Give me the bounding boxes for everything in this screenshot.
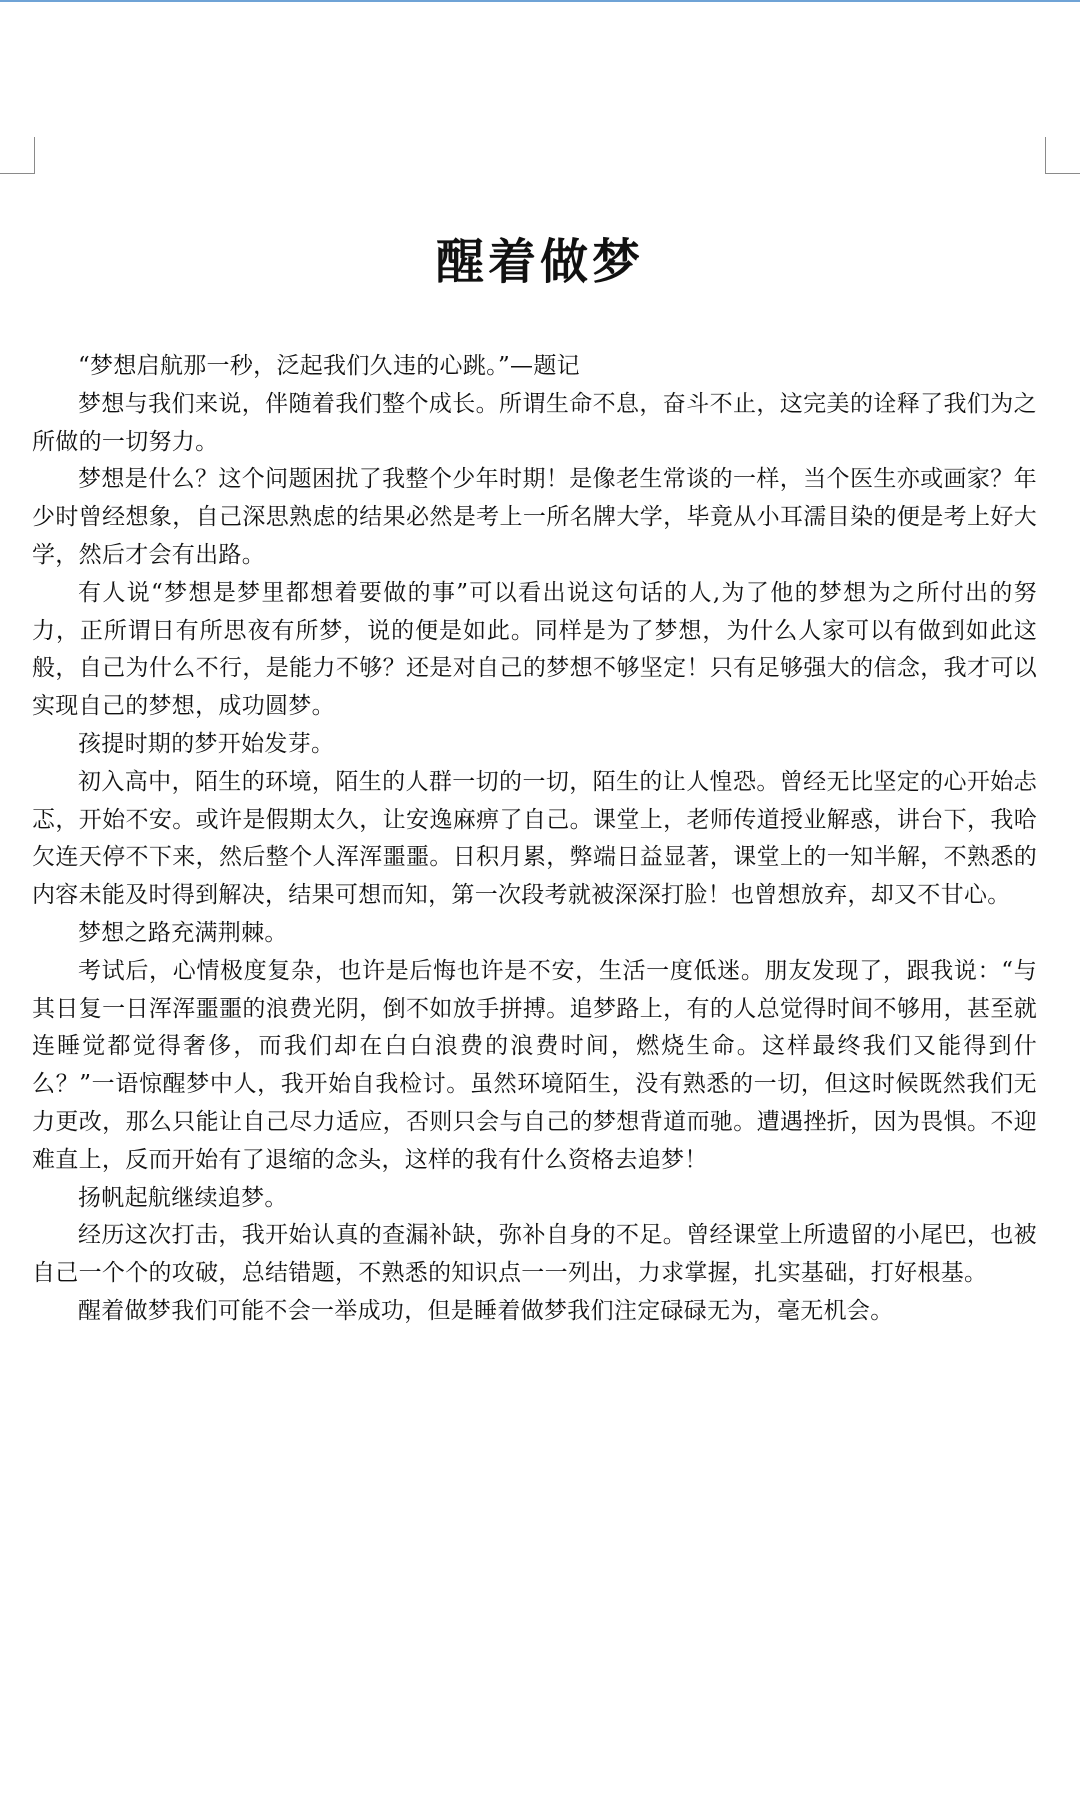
document-title: 醒着做梦 — [435, 234, 644, 290]
body-paragraph: 扬帆起航继续追梦。 — [78, 1184, 288, 1211]
body-paragraph: 梦想是什么？这个问题困扰了我整个少年时期！是像老生常谈的一样，当个医生亦或画家？年少时曾经想象，自己深思熟虑的结果必然是考上一所名牌大学，毕竟从小耳濡目染的便是考上好大学，然后才会有出路。 — [32, 466, 1037, 568]
margin-corner-mark-right — [1045, 137, 1080, 174]
closing-paragraph: 醒着做梦我们可能不会一举成功，但是睡着做梦我们注定碌碌无为，毫无机会。 — [78, 1297, 894, 1324]
body-paragraph: 孩提时期的梦开始发芽。 — [78, 730, 335, 757]
body-paragraph: 经历这次打击，我开始认真的查漏补缺，弥补自身的不足。曾经课堂上所遗留的小尾巴，也被自己一个个的攻破，总结错题，不熟悉的知识点一一列出，力求掌握，扎实基础，打好根基。 — [32, 1222, 1037, 1287]
page-top-rule — [0, 0, 1080, 2]
margin-corner-mark-left — [0, 137, 35, 174]
body-paragraph: 有人说“梦想是梦里都想着要做的事”可以看出说这句话的人,为了他的梦想为之所付出的努力，正所谓日有所思夜有所梦，说的便是如此。同样是为了梦想，为什么人家可以有做到如此这般，自己为什么不行，是能力不够？还是对自己的梦想不够坚定！只有足够强大的信念，我才可以实现自己的梦想，成功圆梦。 — [32, 579, 1037, 720]
epigraph-paragraph: “梦想启航那一秒，泛起我们久违的心跳。”—题记 — [78, 353, 580, 379]
body-paragraph: 梦想与我们来说，伴随着我们整个成长。所谓生命不息，奋斗不止，这完美的诠释了我们为之所做的一切努力。 — [32, 390, 1037, 455]
body-paragraph: 初入高中，陌生的环境，陌生的人群一切的一切，陌生的让人惶恐。曾经无比坚定的心开始忐忑，开始不安。或许是假期太久，让安逸麻痹了自己。课堂上，老师传道授业解惑，讲台下，我哈欠连天停不下来，然后整个人浑浑噩噩。日积月累，弊端日益显著，课堂上的一知半解，不熟悉的内容未能及时得到解决，结果可想而知，第一次段考就被深深打脸！也曾想放弃，却又不甘心。 — [32, 768, 1037, 909]
body-paragraph: 考试后，心情极度复杂，也许是后悔也许是不安，生活一度低迷。朋友发现了，跟我说：“与其日复一日浑浑噩噩的浪费光阴，倒不如放手拼搏。追梦路上，有的人总觉得时间不够用，甚至就连睡觉都觉得奢侈，而我们却在白白浪费的浪费时间，燃烧生命。这样最终我们又能得到什么？”一语惊醒梦中人，我开始自我检讨。虽然环境陌生，没有熟悉的一切，但这时候既然我们无力更改，那么只能让自己尽力适应，否则只会与自己的梦想背道而驰。遭遇挫折，因为畏惧。不迎难直上，反而开始有了退缩的念头，这样的我有什么资格去追梦！ — [32, 957, 1037, 1173]
document-body — [32, 348, 1037, 1331]
body-paragraph: 梦想之路充满荆棘。 — [78, 919, 288, 946]
